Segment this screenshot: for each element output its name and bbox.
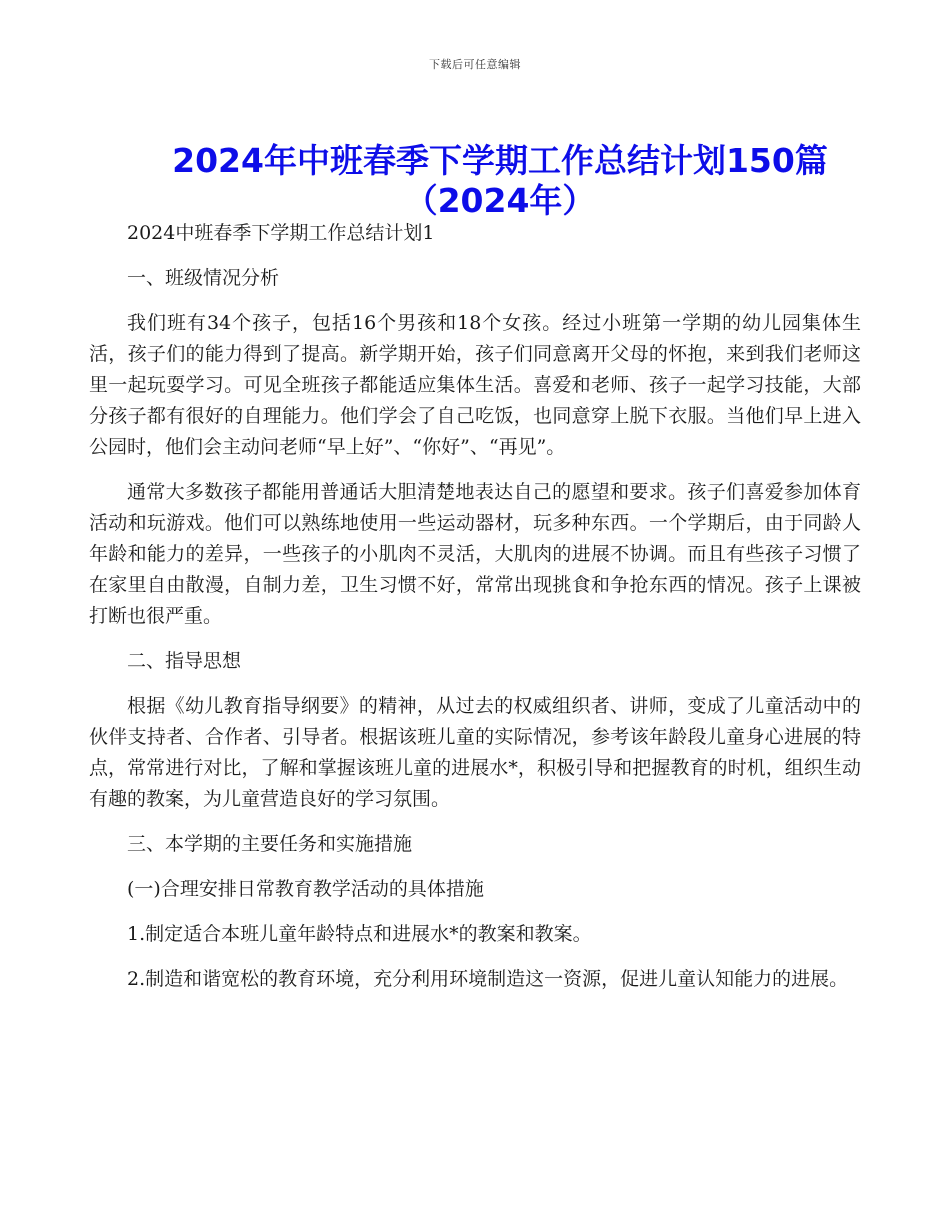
document-body	[89, 218, 861, 995]
section-heading: 二、指导思想	[127, 650, 242, 672]
title-line-2: （2024年）	[404, 181, 596, 220]
section-heading: 三、本学期的主要任务和实施措施	[127, 833, 413, 855]
title-line-1: 2024年中班春季下学期工作总结计划150篇	[172, 141, 828, 180]
body-paragraph: 通常大多数孩子都能用普通话大胆清楚地表达自己的愿望和要求。孩子们喜爱参加体育活动和玩游戏。他们可以熟练地使用一些运动器材，玩多种东西。一个学期后，由于同龄人年龄和能力的差异，一些孩子的小肌肉不灵活，大肌肉的进展不协调。而且有些孩子习惯了在家里自由散漫，自制力差，卫生习惯不好，常常出现挑食和争抢东西的情况。孩子上课被打断也很严重。	[89, 481, 861, 627]
section-heading: 2024中班春季下学期工作总结计划1	[127, 222, 435, 244]
body-paragraph: 根据《幼儿教育指导纲要》的精神，从过去的权威组织者、讲师，变成了儿童活动中的伙伴支持者、合作者、引导者。根据该班儿童的实际情况，参考该年龄段儿童身心进展的特点，常常进行对比，了解和掌握该班儿童的进展水*，积极引导和把握教育的时机，组织生动有趣的教案，为儿童营造良好的学习氛围。	[89, 695, 861, 810]
section-heading: 一、班级情况分析	[127, 267, 280, 289]
list-item: 2.制造和谐宽松的教育环境，充分利用环境制造这一资源，促进儿童认知能力的进展。	[127, 968, 849, 990]
subsection-heading: (一)合理安排日常教育教学活动的具体措施	[127, 878, 484, 900]
header-note: 下载后可任意编辑	[429, 58, 521, 71]
document-title	[120, 141, 880, 221]
list-item: 1.制定适合本班儿童年龄特点和进展水*的教案和教案。	[127, 923, 592, 945]
body-paragraph: 我们班有34个孩子，包括16个男孩和18个女孩。经过小班第一学期的幼儿园集体生活，孩子们的能力得到了提高。新学期开始，孩子们同意离开父母的怀抱，来到我们老师这里一起玩耍学习。可见全班孩子都能适应集体生活。喜爱和老师、孩子一起学习技能，大部分孩子都有很好的自理能力。他们学会了自己吃饭，也同意穿上脱下衣服。当他们早上进入公园时，他们会主动问老师“早上好”、“你好”、“再见”。	[89, 312, 861, 458]
